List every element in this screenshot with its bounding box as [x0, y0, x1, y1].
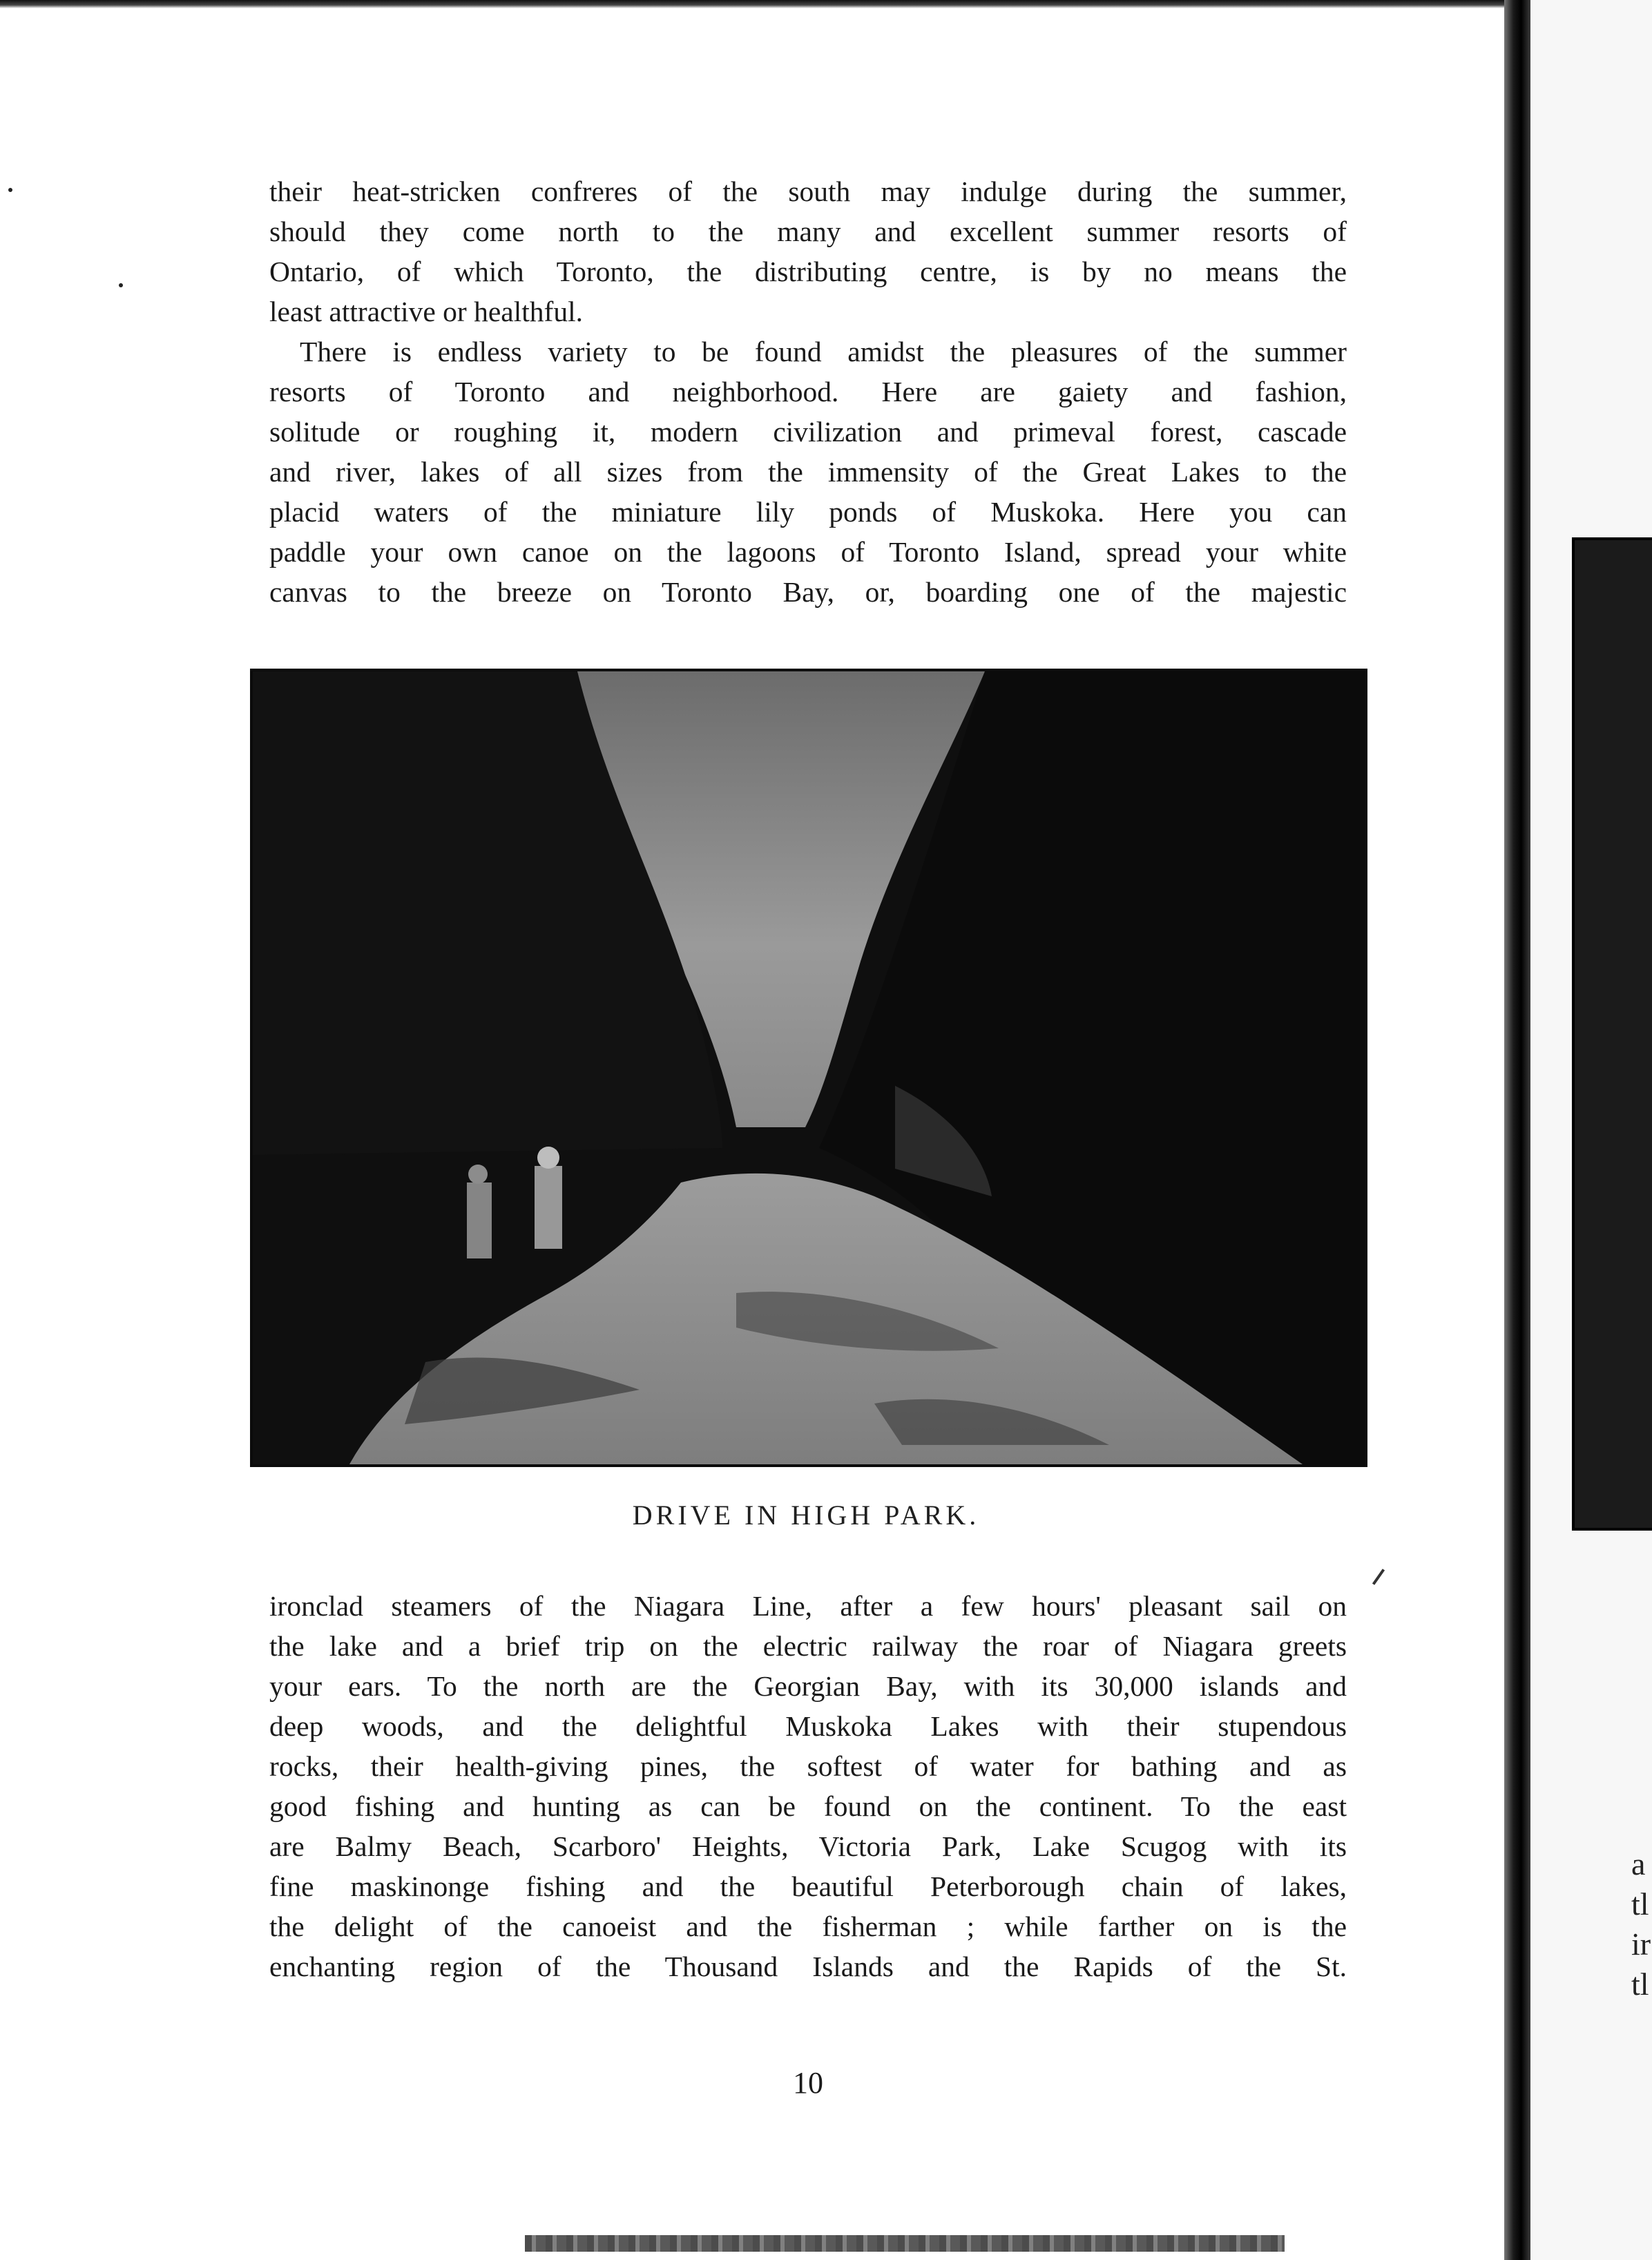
photo-drive-in-high-park	[250, 669, 1367, 1467]
text-line: resorts of Toronto and neighborhood. Here are gaiety and fashion,	[269, 376, 1347, 408]
facing-letter: a	[1631, 1846, 1646, 1881]
text-line: the delight of the canoeist and the fisherman ; while farther on is the	[269, 1911, 1347, 1942]
scan-speck	[8, 188, 12, 192]
photo-illustration	[253, 671, 1365, 1464]
scan-mark	[1372, 1569, 1385, 1585]
facing-letter: tl	[1631, 1966, 1649, 2002]
book-gutter	[1504, 0, 1530, 2260]
text-line: canvas to the breeze on Toronto Bay, or, boarding one of the majestic	[269, 576, 1347, 608]
paragraph-bottom	[269, 1586, 1347, 1986]
facing-page-photo	[1572, 537, 1652, 1531]
text-line: your ears. To the north are the Georgian Bay, with its 30,000 islands and	[269, 1670, 1347, 1702]
text-line: solitude or roughing it, modern civilization and primeval forest, cascade	[269, 416, 1347, 448]
facing-letter: tl	[1631, 1886, 1649, 1922]
text-line: deep woods, and the delightful Muskoka Lakes with their stupendous	[269, 1710, 1347, 1742]
text-line: their heat-stricken confreres of the south may indulge during the summer,	[269, 175, 1347, 207]
paragraph-top	[269, 171, 1347, 332]
text-line: enchanting region of the Thousand Islands and the Rapids of the St.	[269, 1951, 1347, 1982]
text-line: placid waters of the miniature lily ponds of Muskoka. Here you can	[269, 496, 1347, 528]
text-line: There is endless variety to be found amidst the pleasures of the summer	[300, 336, 1347, 367]
text-line: fine maskinonge fishing and the beautiful Peterborough chain of lakes,	[269, 1870, 1347, 1902]
text-line: ironclad steamers of the Niagara Line, after a few hours' pleasant sail on	[269, 1590, 1347, 1622]
paragraph-second	[269, 332, 1347, 612]
text-line: good fishing and hunting as can be found on the continent. To the east	[269, 1790, 1347, 1822]
facing-letter: ir	[1631, 1926, 1651, 1962]
text-line: least attractive or healthful.	[269, 296, 583, 327]
text-line: should they come north to the many and excellent summer resorts of	[269, 216, 1347, 247]
text-line: paddle your own canoe on the lagoons of Toronto Island, spread your white	[269, 536, 1347, 568]
scan-speck	[119, 283, 123, 287]
page-number: 10	[793, 2066, 823, 2100]
text-line: rocks, their health-giving pines, the softest of water for bathing and as	[269, 1750, 1347, 1782]
text-line: the lake and a brief trip on the electric railway the roar of Niagara greets	[269, 1630, 1347, 1662]
facing-page-text	[1631, 1844, 1652, 2004]
text-line: and river, lakes of all sizes from the immensity of the Great Lakes to the	[269, 456, 1347, 488]
text-line: are Balmy Beach, Scarboro' Heights, Victoria Park, Lake Scugog with its	[269, 1830, 1347, 1862]
scan-bottom-edge	[525, 2235, 1285, 2252]
text-line: Ontario, of which Toronto, the distributing centre, is by no means the	[269, 256, 1347, 287]
photo-caption: DRIVE IN HIGH PARK.	[632, 1500, 980, 1531]
